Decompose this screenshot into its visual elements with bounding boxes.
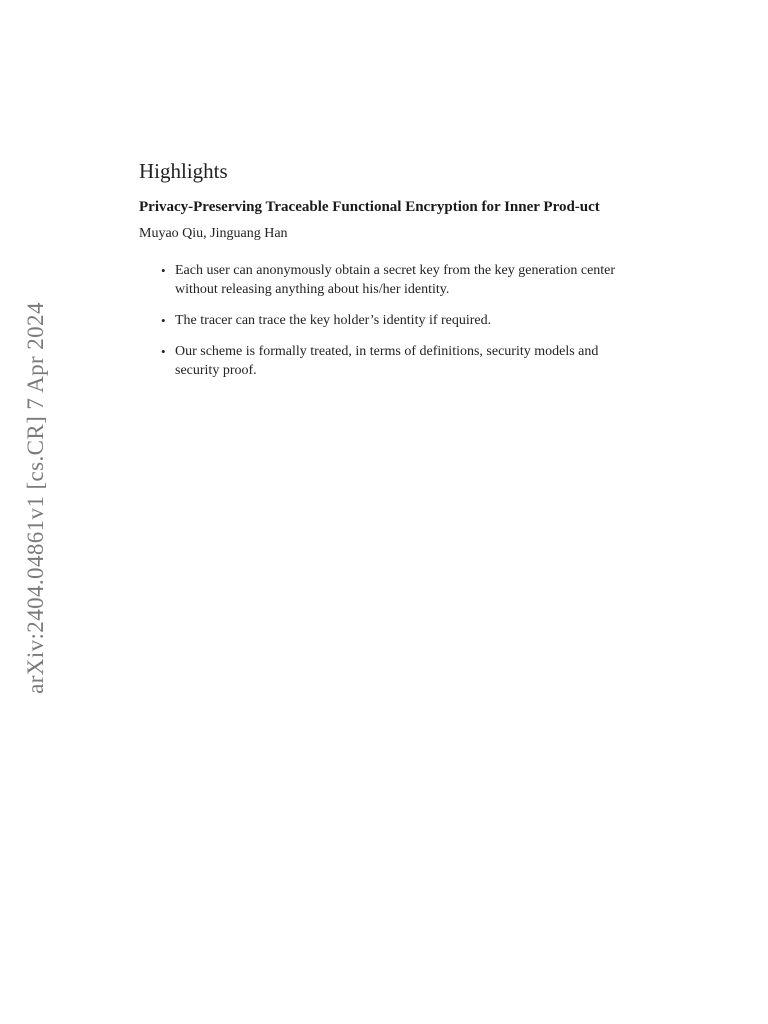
arxiv-stamp <box>20 278 52 718</box>
paper-authors: Muyao Qiu, Jinguang Han <box>139 226 288 241</box>
bullet-icon: • <box>161 313 166 328</box>
section-title: Highlights <box>139 159 228 183</box>
paper-title: Privacy-Preserving Traceable Functional Encryption for Inner Prod-uct <box>139 199 600 215</box>
highlight-item <box>161 311 639 330</box>
highlight-item <box>161 342 639 380</box>
bullet-icon: • <box>161 263 166 278</box>
highlight-text: The tracer can trace the key holder’s identity if required. <box>175 313 492 328</box>
highlight-item <box>161 261 639 299</box>
arxiv-stamp-text: arXiv:2404.04861v1 [cs.CR] 7 Apr 2024 <box>23 302 48 694</box>
highlights-list <box>139 261 639 380</box>
highlight-text: Our scheme is formally treated, in terms of definitions, security models and security proof. <box>175 344 599 378</box>
bullet-icon: • <box>161 344 166 359</box>
highlights-page <box>139 158 639 392</box>
highlight-text: Each user can anonymously obtain a secret key from the key generation center without releasing anything about his/her identity. <box>175 263 616 297</box>
